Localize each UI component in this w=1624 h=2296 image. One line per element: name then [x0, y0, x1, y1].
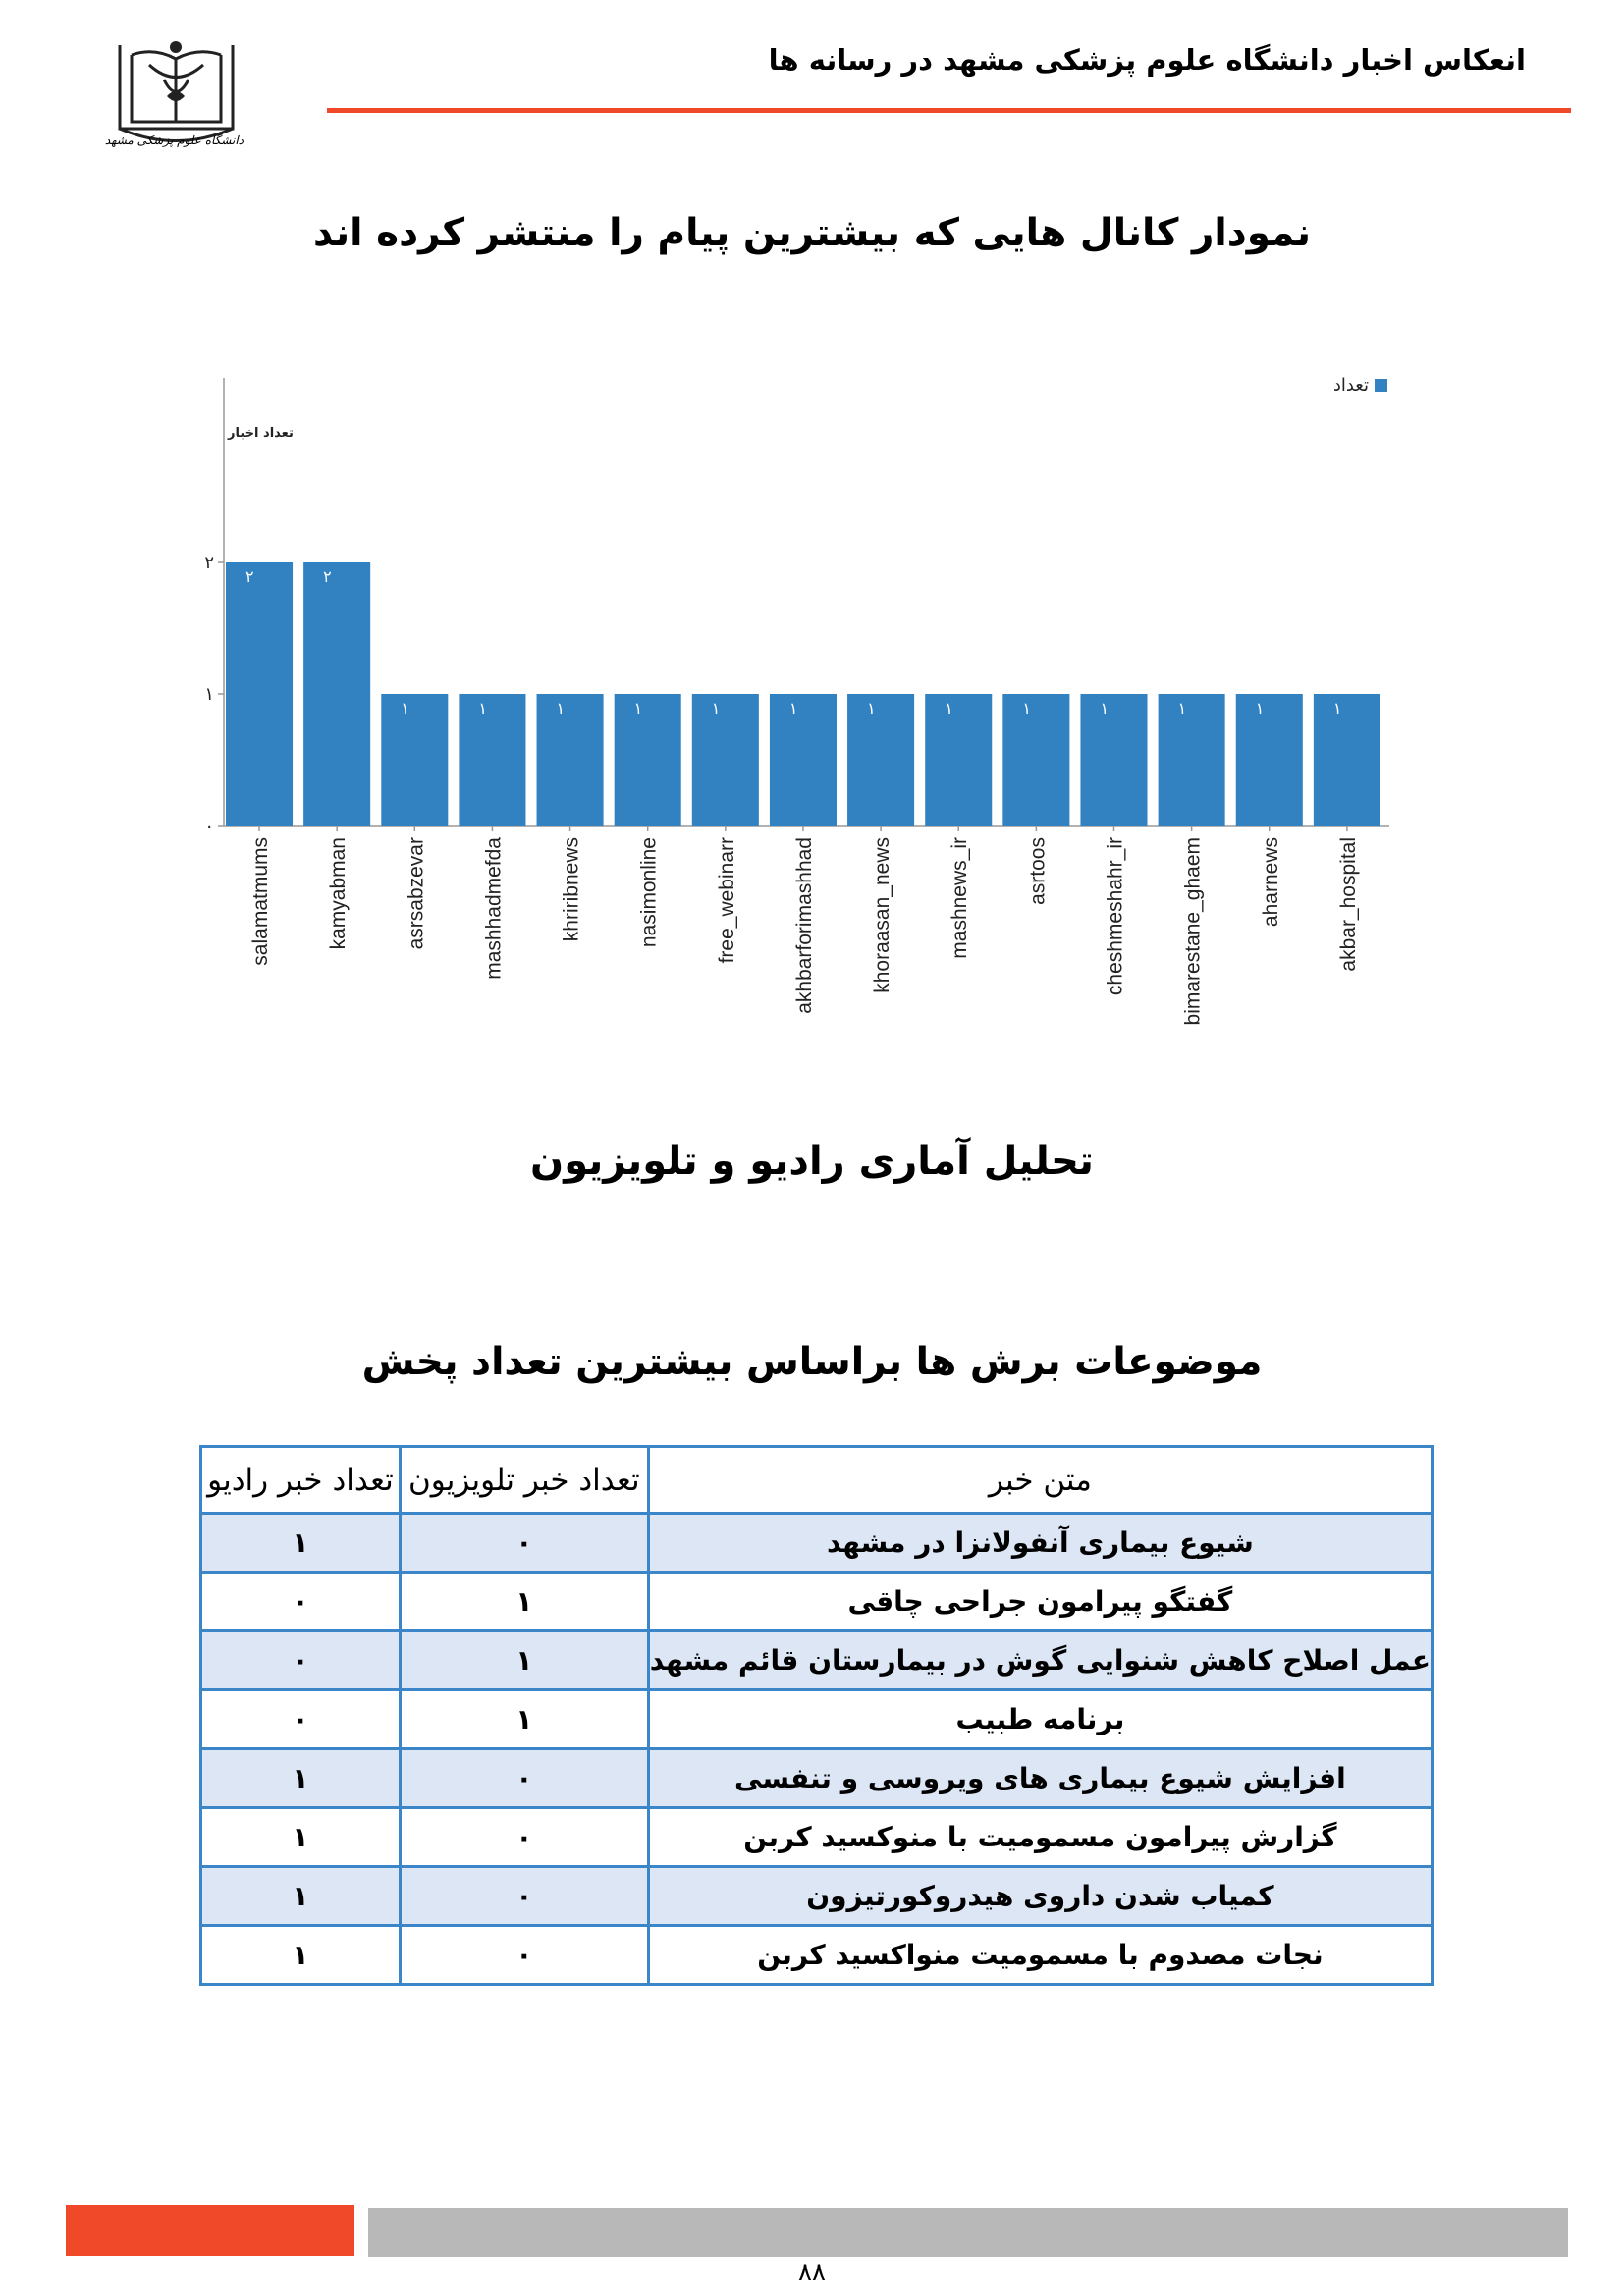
table-row [201, 1514, 1433, 1573]
chart-category-label: cheshmeshahr_ir [1104, 837, 1127, 996]
cell-news-text: افزایش شیوع بیماری های ویروسی و تنفسی [648, 1749, 1432, 1808]
chart-bar [1080, 694, 1147, 826]
chart-data-label: ۱ [788, 699, 798, 718]
chart-data-label: ۱ [478, 699, 487, 718]
cell-news-text: عمل اصلاح کاهش شنوایی گوش در بیمارستان قائم مشهد [648, 1631, 1432, 1690]
chart-data-label: ۱ [945, 699, 953, 718]
chart-category-label: bimarestane_ghaem [1181, 837, 1205, 1026]
cell-tv-count: ۱ [400, 1573, 648, 1631]
chart-data-label: ۱ [1100, 699, 1110, 718]
cell-tv-count: ۰ [400, 1808, 648, 1867]
chart-category-label: khriribnews [560, 837, 583, 942]
chart-category-label: khoraasan_news [871, 837, 894, 993]
chart-y-tick-label: ۱ [204, 684, 214, 705]
chart-category-label: kamyabman [327, 837, 351, 950]
chart-category-label: free_webinarr [715, 837, 738, 964]
footer-red-bar [66, 2205, 354, 2256]
table-row [201, 1867, 1433, 1926]
cell-tv-count: ۱ [400, 1631, 648, 1690]
chart-data-label: ۱ [1332, 699, 1342, 718]
chart-y-axis-label: تعداد اخبار [228, 426, 294, 441]
chart-category-label: salamatmums [249, 837, 273, 966]
table-row [201, 1631, 1433, 1690]
header-tv-count: تعداد خبر تلویزیون [400, 1447, 648, 1514]
cell-radio-count: ۰ [201, 1573, 401, 1631]
header-rule [327, 108, 1571, 113]
cell-radio-count: ۰ [201, 1631, 401, 1690]
chart-category-label: mashhadmefda [482, 837, 506, 980]
cell-radio-count: ۱ [201, 1926, 401, 1985]
table-row [201, 1926, 1433, 1985]
cell-news-text: نجات مصدوم با مسمومیت منواکسید کربن [648, 1926, 1432, 1985]
header-radio-count: تعداد خبر رادیو [201, 1447, 401, 1514]
chart-bar [615, 694, 681, 826]
cell-tv-count: ۰ [400, 1514, 648, 1573]
chart-data-label: ۱ [556, 699, 566, 718]
chart-y-tick-label: ۰ [204, 816, 214, 836]
chart-bar [1002, 694, 1069, 826]
chart-category-label: nasimonline [637, 837, 661, 948]
chart-bar [459, 694, 525, 826]
chart-data-label: ۲ [323, 567, 332, 586]
chart-bar [925, 694, 992, 826]
broadcast-topics-table [199, 1445, 1434, 1986]
cell-news-text: گزارش پیرامون مسمومیت با منوکسید کربن [648, 1808, 1432, 1867]
chart-data-label: ۲ [245, 567, 254, 586]
cell-news-text: برنامه طبیب [648, 1690, 1432, 1749]
table-header-row [201, 1447, 1433, 1514]
cell-tv-count: ۰ [400, 1749, 648, 1808]
university-logo-icon [104, 35, 244, 168]
table-row [201, 1690, 1433, 1749]
chart-data-label: ۱ [1177, 699, 1187, 718]
cell-radio-count: ۰ [201, 1690, 401, 1749]
chart-legend-label: تعداد [1332, 375, 1369, 396]
chart-bar [847, 694, 914, 826]
chart-category-label: mashnews_ir [948, 837, 972, 959]
cell-news-text: شیوع بیماری آنفولانزا در مشهد [648, 1514, 1432, 1573]
cell-radio-count: ۱ [201, 1749, 401, 1808]
cell-radio-count: ۱ [201, 1514, 401, 1573]
chart-category-label: asrsabzevar [405, 837, 428, 950]
chart-data-label: ۱ [1255, 699, 1265, 718]
page-number: ۸۸ [798, 2258, 826, 2287]
chart-data-label: ۱ [1022, 699, 1031, 718]
chart-data-label: ۱ [867, 699, 876, 718]
table-row [201, 1808, 1433, 1867]
chart-legend-swatch [1375, 379, 1387, 392]
chart-bar [1236, 694, 1303, 826]
table-row [201, 1749, 1433, 1808]
channels-bar-chart [187, 358, 1414, 1090]
chart-heading: نمودار کانال هایی که بیشترین پیام را منتشر کرده اند [312, 211, 1312, 255]
cell-radio-count: ۱ [201, 1808, 401, 1867]
chart-category-label: aharnews [1259, 837, 1282, 928]
header-title: انعکاس اخبار دانشگاه علوم پزشکی مشهد در رسانه ها [768, 43, 1526, 77]
chart-data-label: ۱ [711, 699, 721, 718]
section-heading: تحلیل آماری رادیو و تلویزیون [530, 1139, 1094, 1184]
chart-bar [537, 694, 604, 826]
header-news-text: متن خبر [648, 1447, 1432, 1514]
chart-bar [303, 562, 370, 826]
chart-y-tick-label: ۲ [204, 553, 214, 573]
chart-data-label: ۱ [401, 699, 409, 718]
chart-bar [226, 562, 293, 826]
footer-gray-bar [368, 2208, 1568, 2257]
cell-radio-count: ۱ [201, 1867, 401, 1926]
table-row [201, 1573, 1433, 1631]
cell-tv-count: ۰ [400, 1926, 648, 1985]
chart-bar [692, 694, 759, 826]
cell-tv-count: ۰ [400, 1867, 648, 1926]
table-heading: موضوعات برش ها براساس بیشترین تعداد پخش [361, 1340, 1263, 1384]
cell-news-text: کمیاب شدن داروی هیدروکورتیزون [648, 1867, 1432, 1926]
chart-bar [1314, 694, 1380, 826]
chart-bar [770, 694, 837, 826]
logo-caption: دانشگاه علوم پزشکی مشهد [104, 133, 244, 147]
chart-data-label: ۱ [633, 699, 643, 718]
cell-news-text: گفتگو پیرامون جراحی چاقی [648, 1573, 1432, 1631]
chart-category-label: akbar_hospital [1336, 837, 1360, 972]
cell-tv-count: ۱ [400, 1690, 648, 1749]
chart-bar [381, 694, 448, 826]
chart-category-label: akhbarforimashhad [792, 837, 816, 1014]
chart-bar [1159, 694, 1225, 826]
chart-category-label: asrtoos [1026, 837, 1050, 905]
